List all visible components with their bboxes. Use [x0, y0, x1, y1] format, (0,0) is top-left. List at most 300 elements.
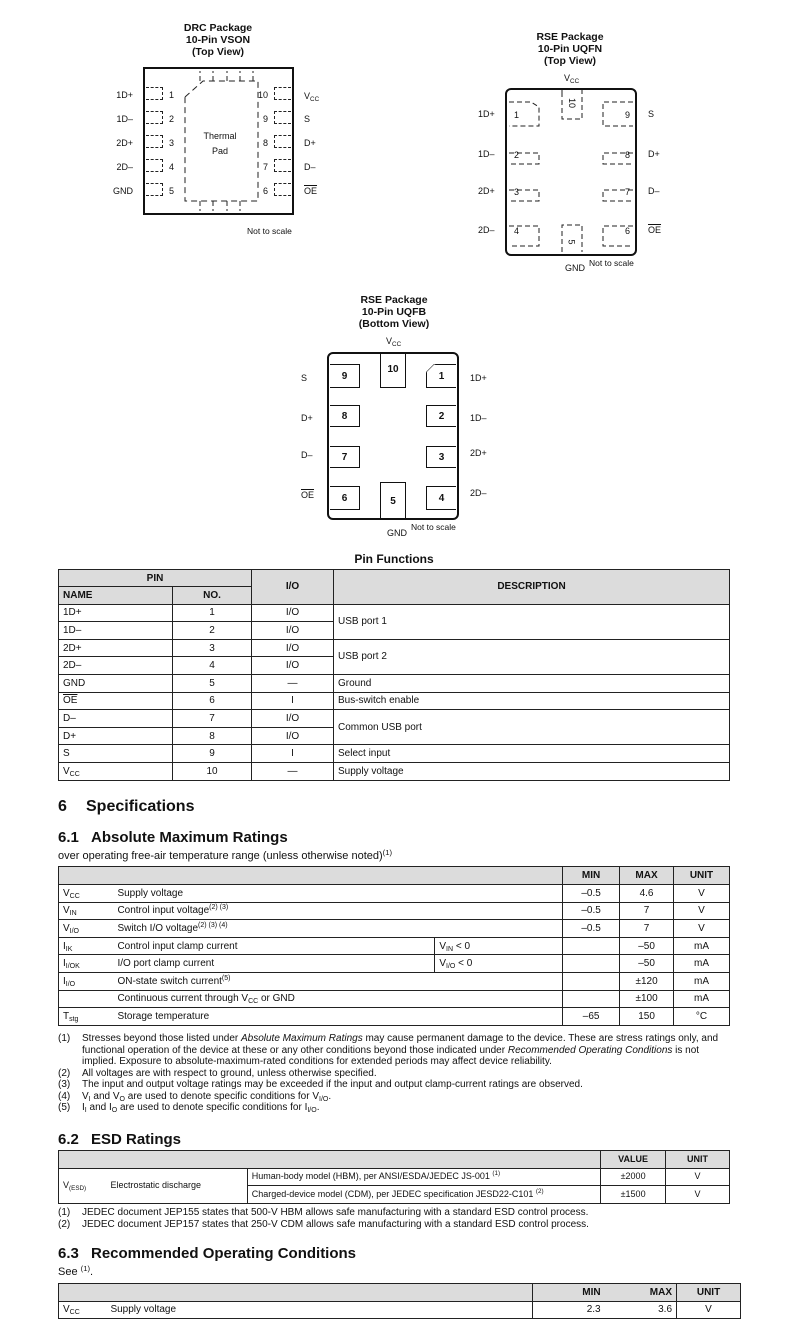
esd-unit: V	[666, 1168, 730, 1186]
pin-description: Select input	[334, 745, 730, 763]
pad-8: 8	[330, 405, 360, 427]
footnote	[58, 1102, 728, 1114]
footnote	[58, 1033, 728, 1068]
table-row	[59, 972, 730, 990]
condition	[435, 937, 563, 955]
pin-name: 2D+	[59, 639, 173, 657]
parameter	[113, 885, 562, 903]
pin-label: GND	[113, 186, 133, 196]
pin-io: I/O	[252, 657, 334, 675]
pin1-chamfer-icon	[426, 364, 436, 374]
table-row	[59, 885, 730, 903]
header-io: I/O	[252, 570, 334, 605]
text-part: Stresses beyond those listed under	[82, 1033, 241, 1044]
section-6-2-footnotes	[58, 1207, 589, 1230]
pin-number: 10	[567, 97, 578, 109]
param-text: Control input voltage	[117, 905, 210, 917]
esd-ratings-table	[58, 1150, 730, 1204]
parameter	[113, 902, 562, 920]
esd-condition	[247, 1168, 600, 1186]
pin-name	[59, 762, 173, 780]
pin-no: 6	[173, 692, 252, 710]
table-row	[59, 920, 730, 938]
section-number: 6.2	[58, 1131, 79, 1148]
unit-value: °C	[674, 1008, 730, 1026]
pad-1	[146, 87, 163, 100]
pin-label: D+	[304, 138, 316, 148]
text-part: Recommended Operating Conditions	[507, 1044, 673, 1056]
header-min: MIN	[533, 1284, 619, 1302]
roc-symbol	[59, 1301, 107, 1319]
footnote-ref: (5)	[221, 974, 231, 982]
pin-no: 8	[173, 727, 252, 745]
pin-number: 8	[624, 150, 630, 160]
name-sub: CC	[69, 770, 80, 778]
max-value: –50	[620, 955, 674, 973]
pin-no: 4	[173, 657, 252, 675]
symbol-sub: (ESD)	[69, 1185, 87, 1193]
pin-no: 3	[173, 639, 252, 657]
header-max: MAX	[619, 1284, 677, 1302]
cond-sym: V	[439, 958, 447, 970]
title-line: (Bottom View)	[358, 318, 430, 330]
section-title: Absolute Maximum Ratings	[91, 829, 288, 846]
pin-description: USB port 1	[334, 604, 730, 639]
table-row	[59, 710, 730, 728]
symbol-text: V	[63, 1304, 70, 1316]
section-number: 6.3	[58, 1245, 79, 1262]
footnote-text: JEDEC document JEP157 states that 250-V CDM allows safe manufacturing with a standard ESD control process.	[82, 1218, 589, 1230]
param-text: I/O port clamp current	[117, 958, 215, 970]
cond-sym: V	[439, 940, 447, 952]
unit-value: mA	[674, 990, 730, 1008]
min-value: –0.5	[563, 902, 620, 920]
footnote-key: (1)	[58, 1207, 71, 1218]
symbol-sub: I/O	[69, 927, 80, 935]
condition	[435, 955, 563, 973]
table-row	[59, 692, 730, 710]
pin-label: S	[304, 114, 311, 124]
pad-10	[274, 87, 291, 100]
cond-sub: IN	[446, 945, 454, 953]
gnd-label: GND	[387, 528, 407, 538]
pad-5	[146, 183, 163, 196]
title-line: 10-Pin UQFB	[361, 306, 427, 318]
symbol-sub: stg	[69, 1015, 79, 1023]
header-max: MAX	[620, 867, 674, 885]
pin-number: 7	[624, 187, 630, 197]
pin-label: 1D+	[470, 373, 487, 383]
min-value: –0.5	[563, 920, 620, 938]
table-row	[59, 1168, 730, 1186]
pin-name: 1D+	[59, 604, 173, 622]
pin-no: 7	[173, 710, 252, 728]
footnote-key: (4)	[58, 1090, 71, 1102]
pad-3	[146, 135, 163, 148]
max-value: 150	[620, 1008, 674, 1026]
footnote-ref: (2) (3)	[209, 904, 229, 912]
pin-label: 1D–	[470, 413, 487, 423]
pin-name: 1D–	[59, 622, 173, 640]
symbol	[59, 937, 114, 955]
pad-7: 7	[330, 446, 360, 468]
pin-label: $\overline{OE}$	[648, 225, 662, 235]
label-sub: CC	[310, 96, 320, 103]
footnote-key: (2)	[58, 1218, 71, 1230]
pin-name: S	[59, 745, 173, 763]
pad-3: 3	[426, 446, 456, 468]
symbol-sub: I	[84, 1107, 87, 1114]
name-text: V	[63, 765, 70, 777]
pin-number: 5	[169, 186, 175, 196]
unit-value: V	[674, 902, 730, 920]
table-row	[59, 639, 730, 657]
section-6-3-see	[58, 1266, 93, 1278]
pin-no: 10	[173, 762, 252, 780]
footnote	[58, 1079, 728, 1091]
pin-description: Supply voltage	[334, 762, 730, 780]
rse-top-pads	[507, 90, 635, 254]
pin-io: I/O	[252, 727, 334, 745]
section-title: Specifications	[86, 798, 195, 815]
footnote-key: (5)	[58, 1102, 71, 1113]
symbol-text: I	[63, 975, 66, 987]
pin-label: 2D+	[116, 138, 133, 148]
cond-text: < 0	[453, 940, 471, 952]
pin-io: —	[252, 762, 334, 780]
pad-1	[426, 364, 456, 388]
pin-io: —	[252, 674, 334, 692]
symbol-text: I	[63, 958, 66, 970]
pin-description: Bus-switch enable	[334, 692, 730, 710]
pin-label: S	[301, 373, 308, 383]
symbol-sub: IK	[65, 945, 73, 953]
absolute-max-ratings-table	[58, 866, 730, 885]
unit-value: V	[674, 885, 730, 903]
not-to-scale-note: Not to scale	[247, 226, 292, 236]
pin-io: I/O	[252, 604, 334, 622]
pin-name: $\overline{OE}$	[59, 692, 173, 710]
symbol-text: I	[304, 1102, 308, 1113]
unit-value: V	[674, 920, 730, 938]
title-line: 10-Pin UQFN	[537, 43, 603, 55]
pin-name: GND	[59, 674, 173, 692]
pin-number: 4	[514, 226, 520, 236]
max-value: 4.6	[620, 885, 674, 903]
pin-label: 2D–	[478, 225, 495, 235]
unit-value: mA	[674, 972, 730, 990]
param-text: ON-state switch current	[117, 975, 222, 987]
header-unit: UNIT	[674, 867, 730, 885]
footnote-text	[82, 1033, 728, 1068]
thermal-pad-line: Thermal	[203, 131, 237, 141]
section-number: 6.1	[58, 829, 79, 846]
unit-value: mA	[674, 955, 730, 973]
table-row	[59, 674, 730, 692]
parameter	[113, 990, 562, 1008]
text-part: Absolute Maximum Ratings	[240, 1033, 363, 1044]
pin-number: 4	[169, 162, 175, 172]
pad-4	[146, 159, 163, 172]
pin-description: Common USB port	[334, 710, 730, 745]
pin-label: 2D+	[470, 448, 487, 458]
pin-number: 3	[514, 187, 520, 197]
pad-6: 6	[330, 486, 360, 510]
section-6-1-subtitle	[58, 850, 392, 862]
not-to-scale-note: Not to scale	[411, 522, 456, 532]
symbol	[59, 885, 114, 903]
pin-functions-title: Pin Functions	[354, 552, 434, 566]
section-title: Recommended Operating Conditions	[91, 1245, 357, 1262]
symbol-sub: O	[111, 1107, 118, 1114]
pin-label: D+	[648, 149, 660, 159]
pad-6	[274, 183, 291, 196]
label-sub: CC	[392, 341, 402, 348]
pin-name: D–	[59, 710, 173, 728]
roc-min: 2.3	[533, 1301, 619, 1319]
symbol-text: V	[63, 1180, 70, 1191]
esd-unit: V	[666, 1186, 730, 1204]
roc-parameter: Supply voltage	[106, 1301, 532, 1319]
rse-bottom-title	[334, 294, 454, 330]
header-min: MIN	[563, 867, 620, 885]
symbol-sub: IN	[69, 910, 77, 918]
pin-io: I/O	[252, 710, 334, 728]
symbol	[59, 920, 114, 938]
header-pin: PIN	[59, 570, 252, 587]
pin-io: I/O	[252, 639, 334, 657]
header-blank	[59, 867, 563, 885]
pin-no: 2	[173, 622, 252, 640]
pin-io: I	[252, 745, 334, 763]
pin-label: S	[648, 109, 655, 119]
footnote-ref: (2)	[535, 1187, 544, 1195]
not-to-scale-note: Not to scale	[589, 258, 634, 268]
parameter	[113, 955, 434, 973]
symbol	[59, 1008, 114, 1026]
header-unit: UNIT	[677, 1284, 741, 1302]
pad-10: 10	[380, 352, 406, 388]
pad-4: 4	[426, 486, 456, 510]
pad-2: 2	[426, 405, 456, 427]
pin-number: 1	[169, 90, 175, 100]
symbol-sub: CC	[69, 892, 80, 900]
header-no: NO.	[173, 587, 252, 605]
pin-no: 5	[173, 674, 252, 692]
footnote-text: All voltages are with respect to ground, unless otherwise specified.	[82, 1067, 377, 1079]
roc-max: 3.6	[619, 1301, 677, 1319]
symbol-text: V	[63, 905, 70, 917]
footnote-text: $I_I$ and $I_O$ are used to denote specific conditions for $I_{I/O}$.	[82, 1102, 320, 1114]
drc-package-body	[143, 67, 294, 215]
footnote	[58, 1219, 589, 1231]
pad-2	[146, 111, 163, 124]
title-line: 10-Pin VSON	[185, 34, 251, 46]
param-text: Supply voltage	[117, 887, 184, 899]
footnote-key: (3)	[58, 1079, 71, 1090]
parameter	[113, 972, 562, 990]
symbol-sub: CC	[69, 1309, 80, 1317]
cond-text: Charged-device model (CDM), per JEDEC specification JESD22-C101	[251, 1188, 534, 1199]
symbol-sub: I/O	[307, 1107, 317, 1114]
symbol	[59, 990, 114, 1008]
rse-top-title	[510, 31, 630, 67]
symbol-sub: I/OK	[65, 963, 80, 971]
section-number: 6	[58, 798, 67, 815]
pin-number: 7	[262, 162, 268, 172]
table-row	[59, 902, 730, 920]
esd-symbol	[59, 1168, 107, 1203]
cond-text: Human-body model (HBM), per ANSI/ESDA/JEDEC JS-001	[251, 1171, 490, 1182]
pad-5: 5	[380, 482, 406, 520]
max-value: ±100	[620, 990, 674, 1008]
text-part: is not implied. Exposure to absolute-maximum-rated conditions for extended periods may affect device reliability.	[82, 1044, 700, 1067]
table-row	[59, 762, 730, 780]
footnote	[58, 1068, 728, 1080]
symbol-text: I	[108, 1102, 112, 1113]
pin-number: 1	[438, 370, 445, 382]
max-value: –50	[620, 937, 674, 955]
table-row	[59, 937, 730, 955]
label-text: V	[386, 336, 393, 346]
section-6-2-heading	[58, 1131, 181, 1148]
esd-value: ±1500	[601, 1186, 666, 1204]
pin-number: 9	[262, 114, 268, 124]
symbol-text: V	[312, 1090, 320, 1102]
table-row	[59, 955, 730, 973]
section-6-1-footnotes	[58, 1033, 728, 1114]
min-value	[563, 972, 620, 990]
cond-sub: I/O	[446, 963, 456, 971]
min-value	[563, 990, 620, 1008]
section-title: ESD Ratings	[91, 1131, 182, 1148]
pin-description: Ground	[334, 674, 730, 692]
drc-package-title	[158, 22, 278, 58]
param-text: Continuous current through V	[117, 993, 249, 1005]
table-row	[59, 1301, 741, 1319]
pad-9: 9	[330, 364, 360, 388]
table-row	[59, 745, 730, 763]
symbol-text: I	[82, 1102, 85, 1113]
absolute-max-ratings-body	[58, 884, 730, 1026]
pad-8	[274, 135, 291, 148]
pin-number: 5	[566, 239, 577, 245]
header-value: VALUE	[601, 1151, 666, 1169]
table-row	[59, 1008, 730, 1026]
symbol-text: T	[63, 1010, 70, 1022]
pin-io: I/O	[252, 622, 334, 640]
pad-7	[274, 159, 291, 172]
pin-no: 1	[173, 604, 252, 622]
label-text: V	[564, 73, 571, 83]
label-text: V	[304, 91, 311, 101]
text-part: may cause permanent damage to the device. These are stress ratings only, and functional operation of the device at these or any other conditions beyond those indicated under	[82, 1033, 719, 1056]
param-sub: CC	[248, 998, 259, 1006]
esd-parameter: Electrostatic discharge	[106, 1168, 247, 1203]
pin-io: I	[252, 692, 334, 710]
min-value: –65	[563, 1008, 620, 1026]
section-6-1-heading	[58, 829, 288, 846]
pin-number: 6	[624, 226, 630, 236]
period: .	[90, 1266, 94, 1278]
parameter	[113, 937, 434, 955]
esd-condition	[247, 1186, 600, 1204]
pad-9	[274, 111, 291, 124]
vcc-label	[386, 336, 401, 346]
symbol	[59, 955, 114, 973]
header-blank	[59, 1284, 533, 1302]
pin-label: 1D–	[116, 114, 133, 124]
header-unit: UNIT	[666, 1151, 730, 1169]
footnote-text: $V_I$ and $V_O$ are used to denote specific conditions for $V_{I/O}$.	[82, 1090, 332, 1103]
symbol-text: V	[63, 922, 70, 934]
min-value	[563, 955, 620, 973]
unit-value: mA	[674, 937, 730, 955]
max-value: 7	[620, 920, 674, 938]
section-6-3-heading	[58, 1245, 356, 1262]
symbol-text: V	[112, 1090, 120, 1102]
pin-label: 2D–	[470, 488, 487, 498]
symbol	[59, 972, 114, 990]
pin-functions-table	[58, 569, 730, 781]
thermal-pad-line: Pad	[211, 146, 228, 156]
pin-label	[304, 91, 319, 101]
footnote-text: The input and output voltage ratings may be exceeded if the input and output clamp-current ratings are observed.	[82, 1079, 583, 1090]
footnote-ref: (1)	[382, 848, 393, 857]
pin-name: 2D–	[59, 657, 173, 675]
pin-label: $\overline{OE}$	[301, 490, 315, 500]
pin-number: 8	[262, 138, 268, 148]
footnote-ref: (1)	[492, 1170, 501, 1178]
pin-number: 1	[514, 110, 520, 120]
title-line: RSE Package	[360, 294, 428, 306]
pin-no: 9	[173, 745, 252, 763]
footnote-ref: (2) (3) (4)	[198, 921, 228, 929]
footnote-key: (2)	[58, 1067, 71, 1079]
pin-number: 2	[169, 114, 175, 124]
symbol-text: V	[63, 887, 70, 899]
footnote	[58, 1207, 589, 1219]
label-sub: CC	[570, 78, 580, 85]
header-blank	[59, 1151, 601, 1169]
parameter	[113, 920, 562, 938]
footnote-key: (1)	[58, 1033, 71, 1044]
pin-label: D+	[301, 413, 313, 423]
symbol-sub: I	[88, 1095, 91, 1103]
title-line: (Top View)	[543, 55, 597, 67]
pin-label: 1D–	[478, 149, 495, 159]
vcc-label	[564, 73, 579, 83]
max-value: 7	[620, 902, 674, 920]
symbol-text: V	[82, 1090, 89, 1102]
subtitle-text: over operating free-air temperature range (unless otherwise noted)	[58, 850, 383, 862]
param-text: Storage temperature	[117, 1010, 210, 1022]
section-6-heading	[58, 798, 194, 816]
symbol	[59, 902, 114, 920]
roc-unit: V	[677, 1301, 741, 1319]
pin-name: D+	[59, 727, 173, 745]
thermal-pad-label	[197, 129, 243, 159]
footnote-text: JEDEC document JEP155 states that 500-V HBM allows safe manufacturing with a standard ESD control process.	[82, 1207, 589, 1218]
esd-value: ±2000	[601, 1168, 666, 1186]
title-line: (Top View)	[191, 46, 245, 58]
title-line: RSE Package	[536, 31, 604, 43]
param-text: Control input clamp current	[117, 940, 238, 952]
pin-label: $\overline{OE}$	[304, 186, 318, 196]
header-description: DESCRIPTION	[334, 570, 730, 605]
cond-text: < 0	[455, 958, 473, 970]
pin-label: D–	[304, 162, 316, 172]
